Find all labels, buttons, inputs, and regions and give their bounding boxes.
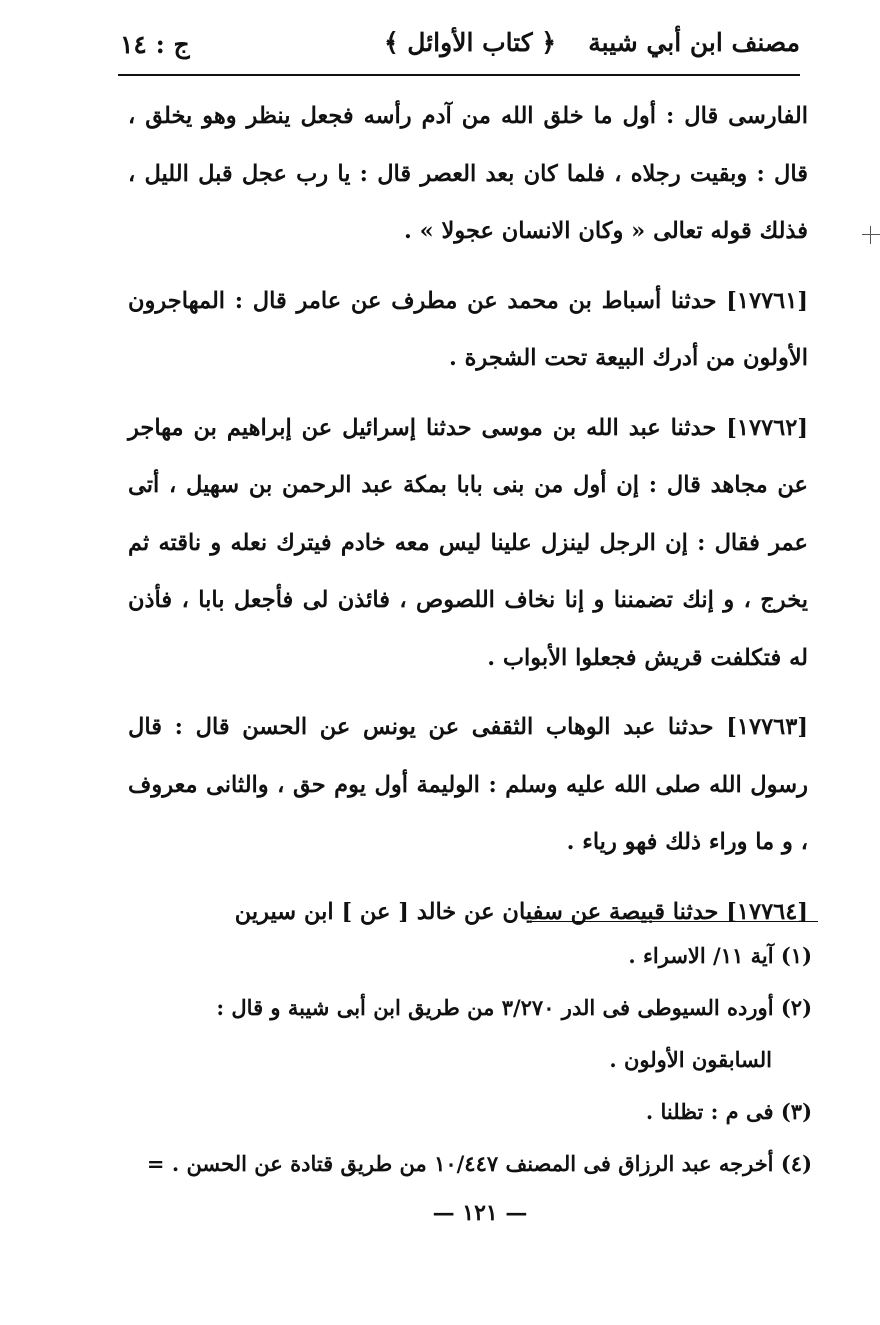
hadith-17761: [١٧٧٦١] حدثنا أسباط بن محمد عن مطرف عن عامر قال : المهاجرون الأولون من أدرك البيعة تحت الشجرة .	[128, 287, 808, 371]
footnote-number: (٤)	[780, 1151, 812, 1176]
footnote-separator	[528, 921, 818, 922]
page-number: — ١٢١ —	[432, 1200, 528, 1226]
footnote-number: (١)	[780, 943, 812, 968]
hadith-17762: [١٧٧٦٢] حدثنا عبد الله بن موسى حدثنا إسرائيل عن إبراهيم بن مهاجر عن مجاهد قال : إن أول من بنى بابا بمكة عبد الرحمن بن سهيل ، أتى عمر فقال : إن الرجل لينزل علينا ليس معه خادم فيترك نعله و ناقته ثم يخرج ، و إنك تضمننا و إنا نخاف اللصوص ، فائذن لى فأجعل بابا ، فأذن له فتكلفت قريش فجعلوا الأبواب .	[128, 414, 808, 671]
main-text	[128, 88, 808, 941]
footnote-text: فى م : تظلنا .	[645, 1099, 774, 1124]
footnote-2	[140, 982, 812, 1086]
footnote-1	[140, 930, 812, 982]
book-title: مصنف ابن أبي شيبة	[588, 28, 800, 57]
footnote-text: أورده السيوطى فى الدر ٣/٢٧٠ من طريق ابن أبى شيبة و قال :	[216, 995, 774, 1020]
footnote-3	[140, 1086, 812, 1138]
chapter-title: ﴿ كتاب الأوائل ﴾	[383, 28, 557, 57]
footnote-number: (٣)	[780, 1099, 812, 1124]
footnote-text-continuation: السابقون الأولون .	[609, 1047, 772, 1072]
header-rule	[118, 74, 800, 76]
hadith-17764: [١٧٧٦٤] حدثنا قبيصة عن سفيان عن خالد [ عن ] ابن سيرين	[234, 898, 808, 925]
paragraph-continuation: الفارسى قال : أول ما خلق الله من آدم رأسه فجعل ينظر وهو يخلق ، قال : وبقيت رجلاه ، فلما كان بعد العصر قال : يا رب عجل قبل الليل ، فذلك قوله تعالى « وكان الانسان عجولا » .	[128, 103, 808, 244]
footnote-text: آية ١١/ الاسراء .	[628, 943, 774, 968]
footnote-4	[140, 1138, 812, 1190]
footnote-number: (٢)	[780, 995, 812, 1020]
margin-crosshair-mark	[862, 226, 880, 244]
volume-number: ج : ١٤	[120, 30, 190, 59]
footnotes	[140, 930, 812, 1190]
hadith-17763: [١٧٧٦٣] حدثنا عبد الوهاب الثقفى عن يونس عن الحسن قال : قال رسول الله صلى الله عليه وسلم : الوليمة أول يوم حق ، والثانى معروف ، و ما وراء ذلك فهو رياء .	[128, 714, 808, 855]
running-header	[120, 28, 800, 74]
footnote-text: أخرجه عبد الرزاق فى المصنف ١٠/٤٤٧ من طريق قتادة عن الحسن . =	[146, 1151, 774, 1176]
